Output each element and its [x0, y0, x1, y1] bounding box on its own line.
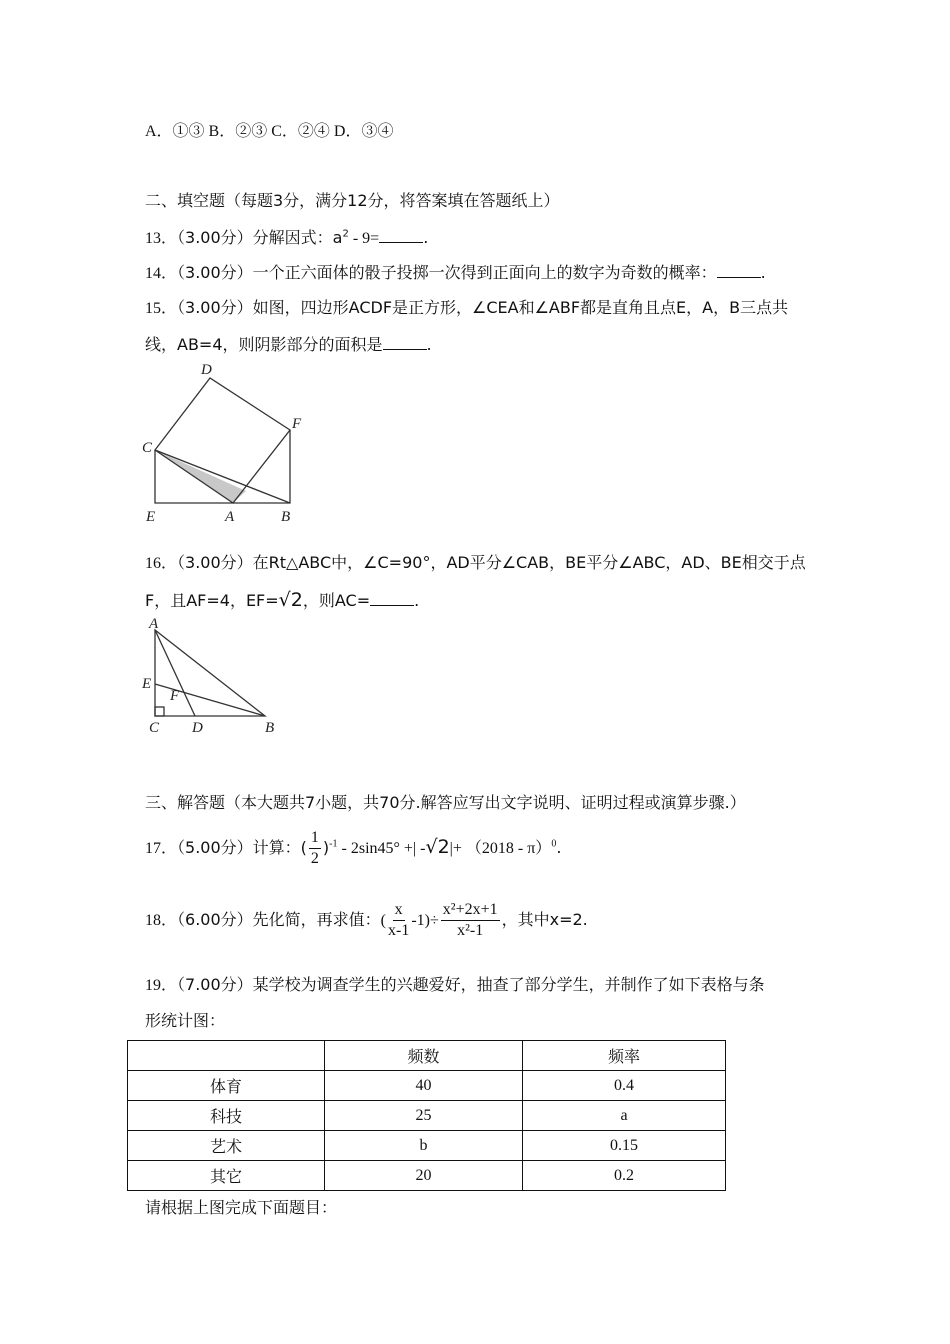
q15-score: （3.00分）	[177, 298, 253, 317]
q17-mid: - 2sin45° +| -	[337, 840, 426, 857]
header-cell: 频率	[523, 1041, 726, 1071]
table-row	[128, 1131, 726, 1161]
paren: (	[300, 838, 307, 857]
label-a: A	[225, 509, 235, 525]
denominator: 2	[310, 850, 319, 867]
label-c: C	[142, 440, 153, 456]
denominator: x²-1	[457, 922, 484, 939]
section3-heading: 三、解答题（本大题共7小题，共70分.解答应写出文字说明、证明过程或演算步骤.）	[145, 793, 746, 812]
cell: 20	[325, 1161, 523, 1191]
label-e: E	[142, 676, 152, 692]
paren: )	[322, 838, 330, 857]
q17-score: （5.00分）	[177, 838, 253, 857]
header-cell: 频数	[325, 1041, 523, 1071]
cell: 25	[325, 1101, 523, 1131]
question-17	[145, 828, 561, 869]
cell: a	[523, 1101, 726, 1131]
paren: (	[380, 912, 386, 929]
q13-sup: 2	[342, 228, 349, 240]
section2-heading: 二、填空题（每题3分，满分12分，将答案填在答题纸上）	[145, 191, 560, 210]
denominator: x-1	[388, 922, 410, 939]
q13-num: 13．	[145, 230, 178, 247]
q15-text: 如图，四边形ACDF是正方形，∠CEA和∠ABF都是直角且点E，A，B三点共	[252, 298, 789, 317]
q14-num: 14．	[145, 265, 178, 282]
question-18	[145, 900, 588, 941]
q16-score: （3.00分）	[177, 553, 253, 572]
label-b: B	[281, 509, 291, 525]
label-a: A	[149, 616, 159, 632]
q18-tail: ，其中x=2.	[501, 910, 588, 929]
q14-text: 一个正六面体的骰子投掷一次得到正面向上的数字为奇数的概率：	[252, 263, 717, 282]
q19-num: 19．	[145, 977, 178, 994]
fraction-half	[309, 828, 321, 869]
q17-end: .	[556, 838, 562, 857]
q16-text3: ，则AC=	[302, 591, 371, 610]
question-19-line1	[145, 972, 765, 995]
figure-16	[141, 616, 274, 736]
q13-score: （3.00分）	[177, 228, 253, 247]
exp: 0	[551, 838, 557, 850]
numerator: x	[393, 900, 405, 921]
right-angle-mark	[155, 707, 164, 716]
cell: 科技	[128, 1101, 325, 1131]
fraction-1	[388, 900, 409, 941]
question-16-line2	[145, 588, 419, 611]
frequency-table	[127, 1040, 726, 1191]
q13-text: 分解因式：a	[252, 228, 343, 247]
label-d: D	[201, 362, 212, 378]
label-c: C	[149, 720, 160, 736]
footer-instruction: 请根据上图完成下面题目：	[145, 1198, 338, 1217]
cell: b	[325, 1131, 523, 1161]
sqrt-2: √2	[278, 589, 303, 611]
q13-tail: - 9=	[348, 230, 380, 247]
numerator: 1	[309, 828, 321, 849]
table-row	[128, 1101, 726, 1131]
numerator: x²+2x+1	[441, 900, 500, 921]
q15-end: .	[426, 335, 432, 354]
q17-rest: |+ （2018 - π）	[449, 840, 552, 857]
shaded-region	[155, 450, 246, 503]
cell: 0.2	[523, 1161, 726, 1191]
q14-end: .	[760, 263, 766, 282]
cell: 艺术	[128, 1131, 325, 1161]
cell: 40	[325, 1071, 523, 1101]
q16-text: 在Rt△ABC中，∠C=90°，AD平分∠CAB，BE平分∠ABC，AD、BE相交于点	[252, 553, 806, 572]
q14-score: （3.00分）	[177, 263, 253, 282]
operator: -1)÷	[411, 912, 439, 929]
q16-num: 16．	[145, 555, 178, 572]
cell: 其它	[128, 1161, 325, 1191]
q15-text2: 线，AB=4，则阴影部分的面积是	[145, 335, 383, 354]
q19-text: 某学校为调查学生的兴趣爱好，抽查了部分学生，并制作了如下表格与条	[252, 975, 765, 994]
question-16-line1	[145, 550, 806, 573]
q15-num: 15．	[145, 300, 178, 317]
table-row	[128, 1071, 726, 1101]
label-f: F	[292, 416, 302, 432]
q17-text: 计算：	[252, 838, 301, 857]
fraction-2	[441, 900, 500, 941]
q12-options: A．①③ B．②③ C．②④ D．③④	[145, 123, 394, 140]
table-row	[128, 1161, 726, 1191]
sqrt-2: √2	[425, 836, 450, 858]
q19-score: （7.00分）	[177, 975, 253, 994]
label-d: D	[192, 720, 203, 736]
q16-end: .	[414, 591, 420, 610]
q17-num: 17．	[145, 840, 178, 857]
exp: -1	[329, 838, 338, 850]
cell: 0.15	[523, 1131, 726, 1161]
q18-text: 先化简，再求值：	[252, 910, 381, 929]
cell: 体育	[128, 1071, 325, 1101]
header-cell	[128, 1041, 325, 1071]
answer-blank	[370, 591, 414, 606]
cell: 0.4	[523, 1071, 726, 1101]
q13-end: .	[423, 228, 429, 247]
question-19-line2: 形统计图：	[145, 1011, 226, 1030]
q16-text2: F，且AF=4，EF=	[145, 591, 279, 610]
label-f: F	[170, 688, 180, 704]
label-e: E	[146, 509, 156, 525]
q18-num: 18．	[145, 912, 178, 929]
figure-15	[142, 362, 302, 525]
q18-score: （6.00分）	[177, 910, 253, 929]
table-header	[128, 1041, 726, 1071]
label-b: B	[265, 720, 275, 736]
